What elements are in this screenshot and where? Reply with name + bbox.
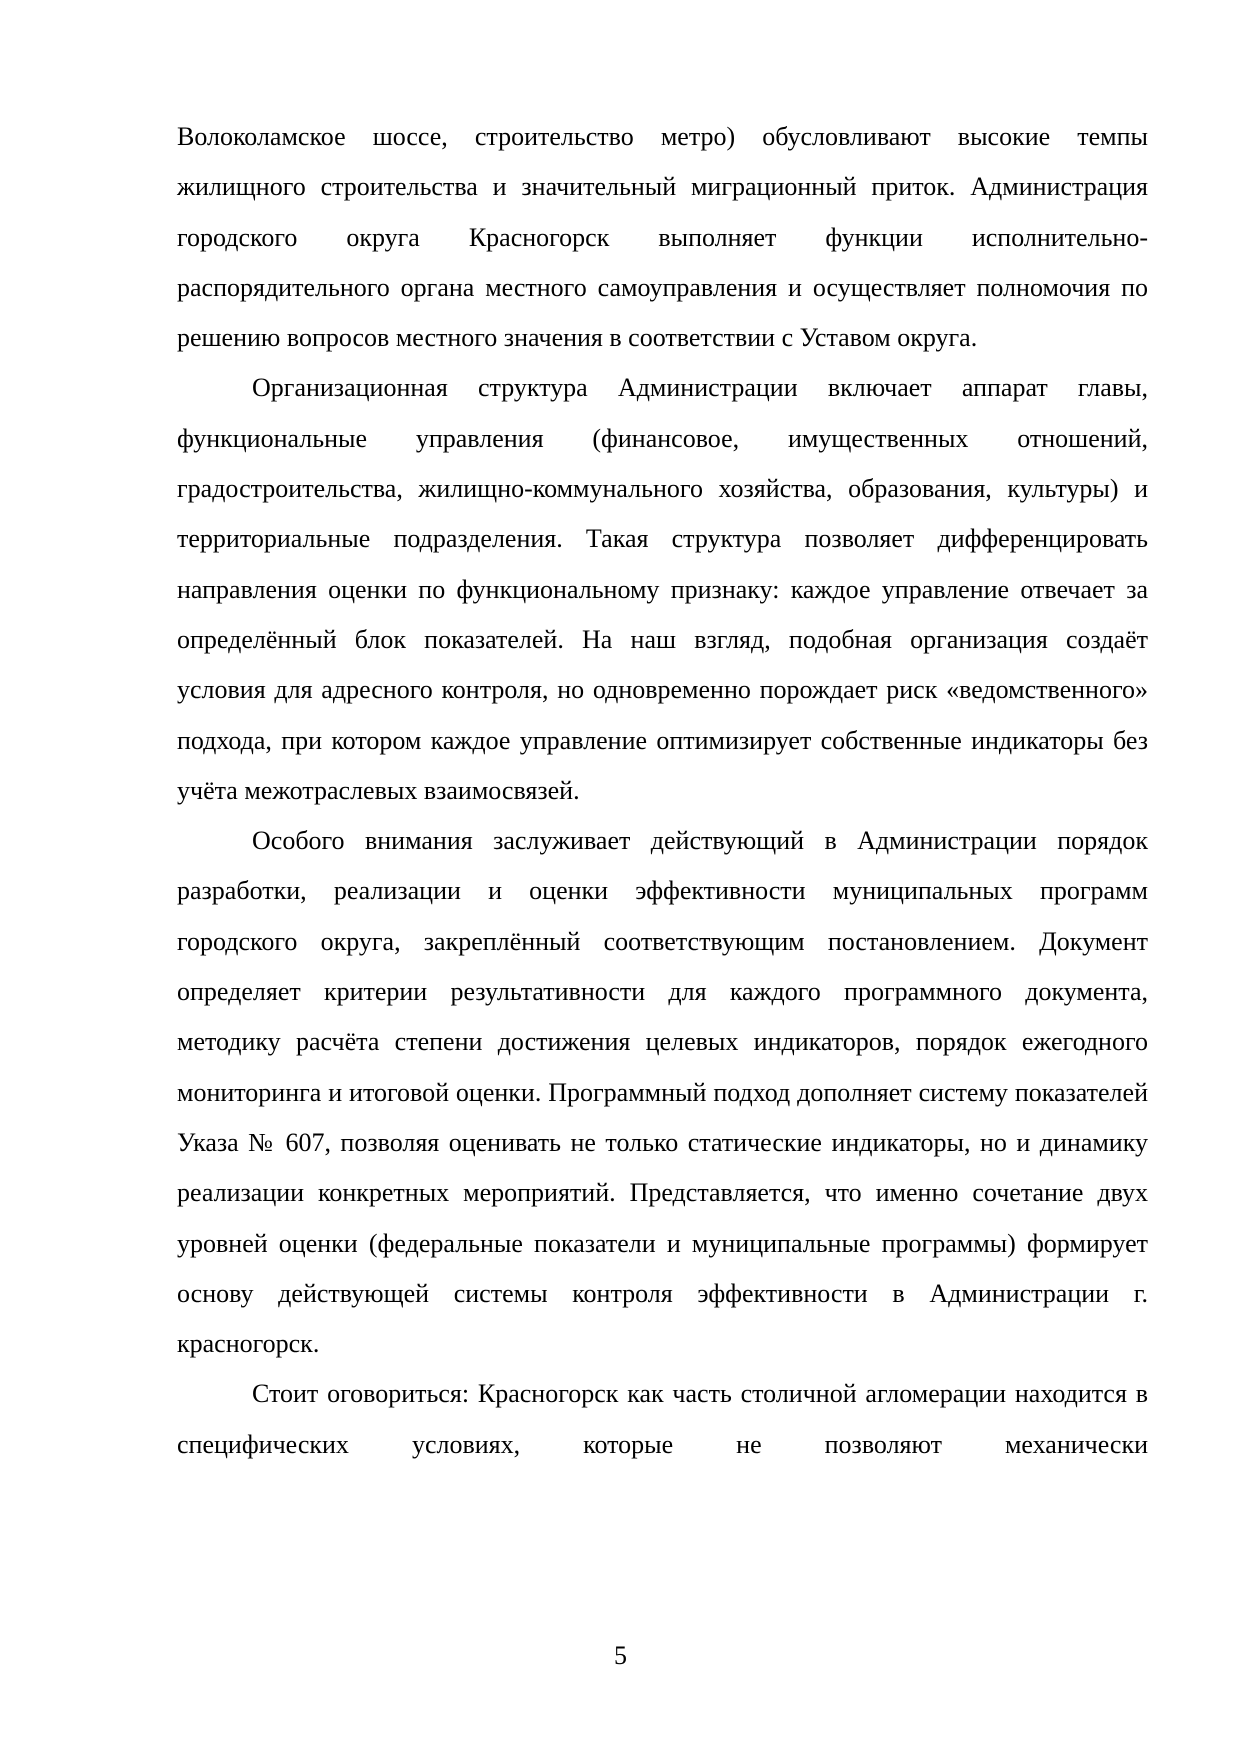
paragraph-continuation: Волоколамское шоссе, строительство метро) обусловливают высокие темпы жилищного строительства и значительный миграционный приток. Администрация городского округа Красногорск выполняет функции исполнительно-распорядительного органа местного самоуправления и осуществляет полномочия по решению вопросов местного значения в соответствии с Уставом округа. bbox=[177, 122, 1148, 353]
paragraph-agglomeration: Стоит оговориться: Красногорск как часть столичной агломерации находится в специфических условиях, которые не позволяют механически bbox=[177, 1379, 1148, 1459]
paragraph-municipal-programs: Особого внимания заслуживает действующий в Администрации порядок разработки, реализации и оценки эффективности муниципальных программ городского округа, закреплённый соответствующим постановлением. Документ определяет критерии результативности для каждого программного документа, методику расчёта степени достижения целевых индикаторов, порядок ежегодного мониторинга и итоговой оценки. Программный подход дополняет систему показателей Указа № 607, позволяя оценивать не только статические индикаторы, но и динамику реализации конкретных мероприятий. Представляется, что именно сочетание двух уровней оценки (федеральные показатели и муниципальные программы) формирует основу действующей системы контроля эффективности в Администрации г. красногорск. bbox=[177, 826, 1148, 1359]
document-body bbox=[177, 112, 1148, 1470]
page-number: 5 bbox=[614, 1641, 627, 1670]
paragraph-organizational-structure: Организационная структура Администрации включает аппарат главы, функциональные управления (финансовое, имущественных отношений, градостроительства, жилищно-коммунального хозяйства, образования, культуры) и территориальные подразделения. Такая структура позволяет дифференцировать направления оценки по функциональному признаку: каждое управление отвечает за определённый блок показателей. На наш взгляд, подобная организация создаёт условия для адресного контроля, но одновременно порождает риск «ведомственного» подхода, при котором каждое управление оптимизирует собственные индикаторы без учёта межотраслевых взаимосвязей. bbox=[177, 373, 1148, 805]
